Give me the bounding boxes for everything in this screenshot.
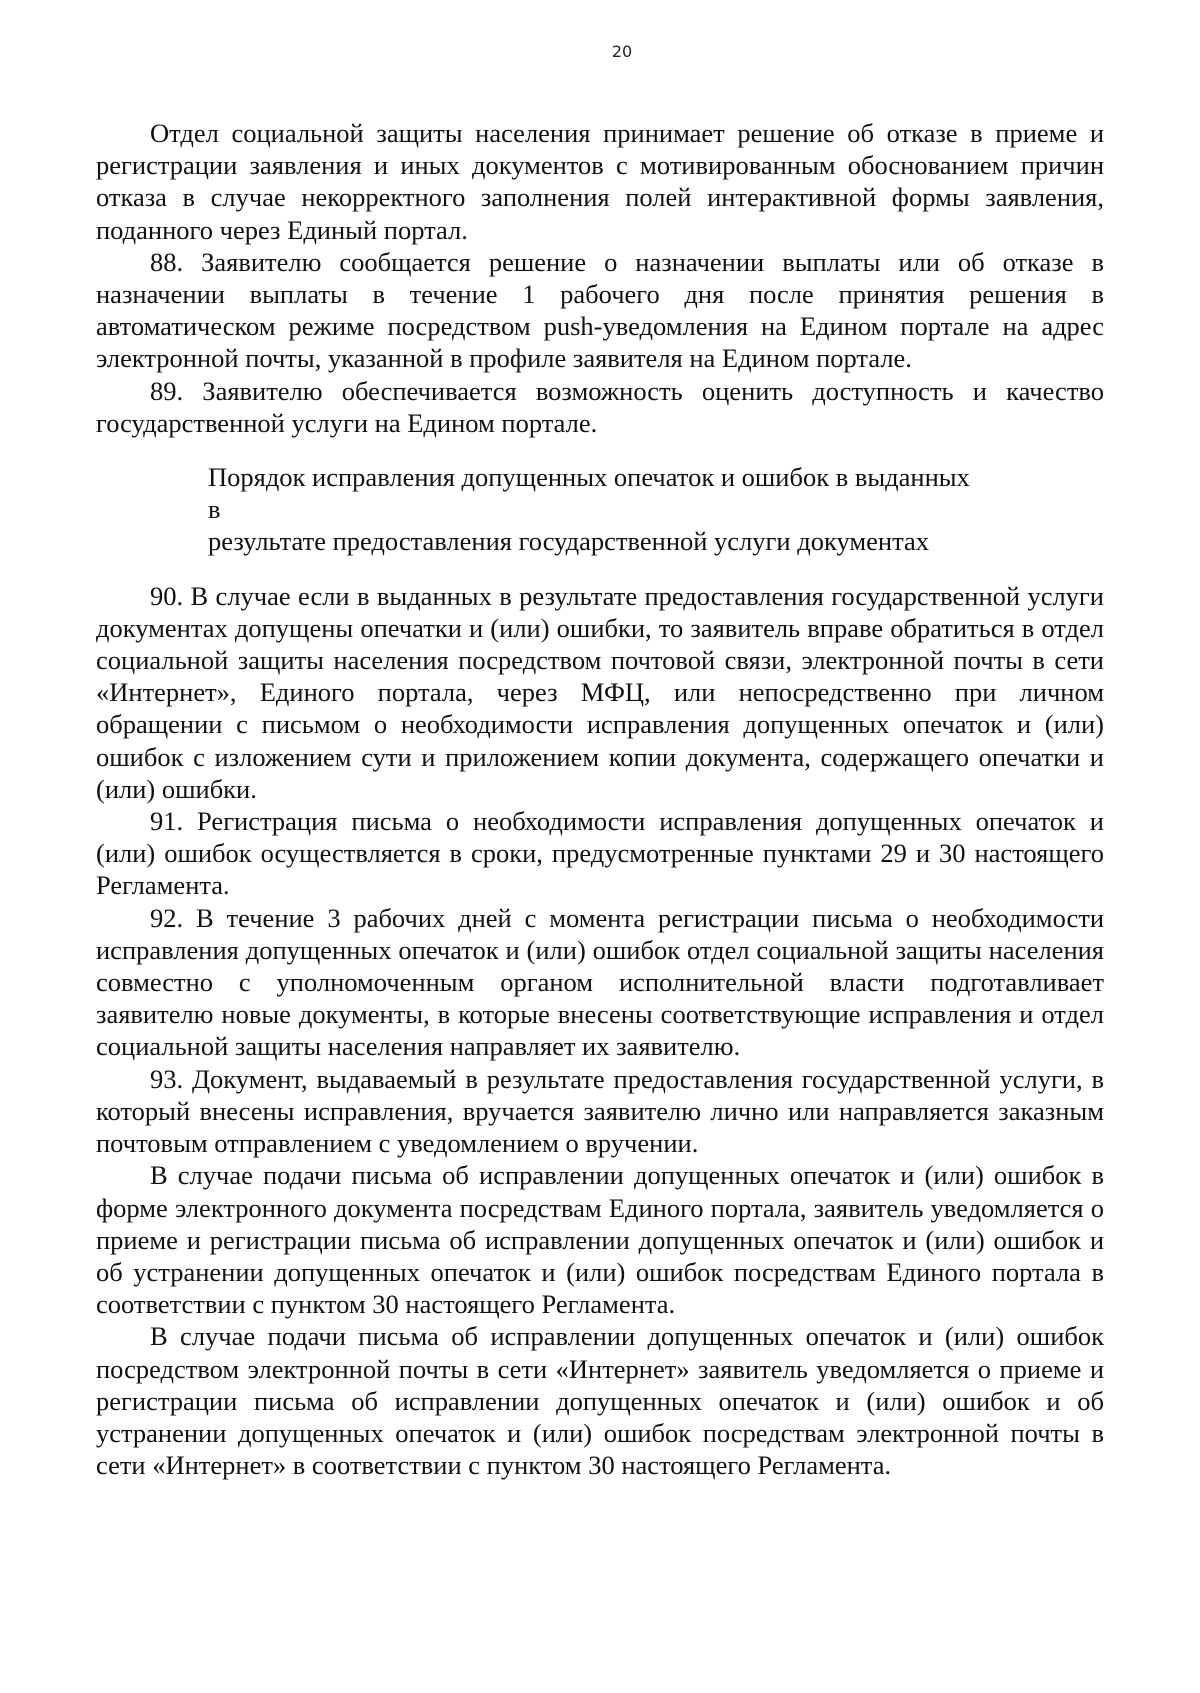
section-heading-line-1: Порядок исправления допущенных опечаток и ошибок в выданных в: [208, 462, 970, 525]
paragraph-89: 89. Заявителю обеспечивается возможность оценить доступность и качество государственной услуги на Едином портале.: [96, 375, 1104, 438]
paragraph-electronic-portal: В случае подачи письма об исправлении допущенных опечаток и (или) ошибок в форме электронного документа посредствам Единого портала, заявитель уведомляется о приеме и регистрации письма об исправлении допущенных опечаток и (или) ошибок и об устранении допущенных опечаток и (или) ошибок посредствам Единого портала в соответствии с пунктом 30 настоящего Регламента.: [96, 1160, 1104, 1320]
paragraph-91: 91. Регистрация письма о необходимости исправления допущенных опечаток и (или) ошибок осуществляется в сроки, предусмотренные пунктами 29 и 30 настоящего Регламента.: [96, 806, 1104, 901]
document-body: [96, 117, 1104, 1481]
paragraph-88: 88. Заявителю сообщается решение о назначении выплаты или об отказе в назначении выплаты в течение 1 рабочего дня после принятия решения в автоматическом режиме посредством push-уведомления на Едином портале на адрес электронной почты, указанной в профиле заявителя на Едином портале.: [96, 246, 1104, 374]
paragraph-90: 90. В случае если в выданных в результате предоставления государственной услуги документах допущены опечатки и (или) ошибки, то заявитель вправе обратиться в отдел социальной защиты населения посредством почтовой связи, электронной почты в сети «Интернет», Единого портала, через МФЦ, или непосредственно при личном обращении с письмом о необходимости исправления допущенных опечаток и (или) ошибок с изложением сути и приложением копии документа, содержащего опечатки и (или) ошибки.: [96, 580, 1104, 804]
paragraph-93: 93. Документ, выдаваемый в результате предоставления государственной услуги, в который внесены исправления, вручается заявителю лично или направляется заказным почтовым отправлением с уведомлением о вручении.: [96, 1063, 1104, 1159]
section-heading-line-2: результате предоставления государственной услуги документах: [208, 526, 929, 557]
paragraph-refusal: Отдел социальной защиты населения принимает решение об отказе в приеме и регистрации заявления и иных документов с мотивированным обоснованием причин отказа в случае некорректного заполнения полей интерактивной формы заявления, поданного через Единый портал.: [96, 118, 1104, 245]
page-number: 20: [611, 42, 633, 61]
section-heading: [96, 461, 1104, 558]
paragraph-92: 92. В течение 3 рабочих дней с момента регистрации письма о необходимости исправления допущенных опечаток и (или) ошибок отдел социальной защиты населения совместно с уполномоченным органом исполнительной власти подготавливает заявителю новые документы, в которые внесены соответствующие исправления и отдел социальной защиты населения направляет их заявителю.: [96, 902, 1104, 1062]
paragraph-electronic-mail: В случае подачи письма об исправлении допущенных опечаток и (или) ошибок посредством электронной почты в сети «Интернет» заявитель уведомляется о приеме и регистрации письма об исправлении допущенных опечаток и (или) ошибок и об устранении допущенных опечаток и (или) ошибок посредствам электронной почты в сети «Интернет» в соответствии с пунктом 30 настоящего Регламента.: [96, 1321, 1104, 1481]
